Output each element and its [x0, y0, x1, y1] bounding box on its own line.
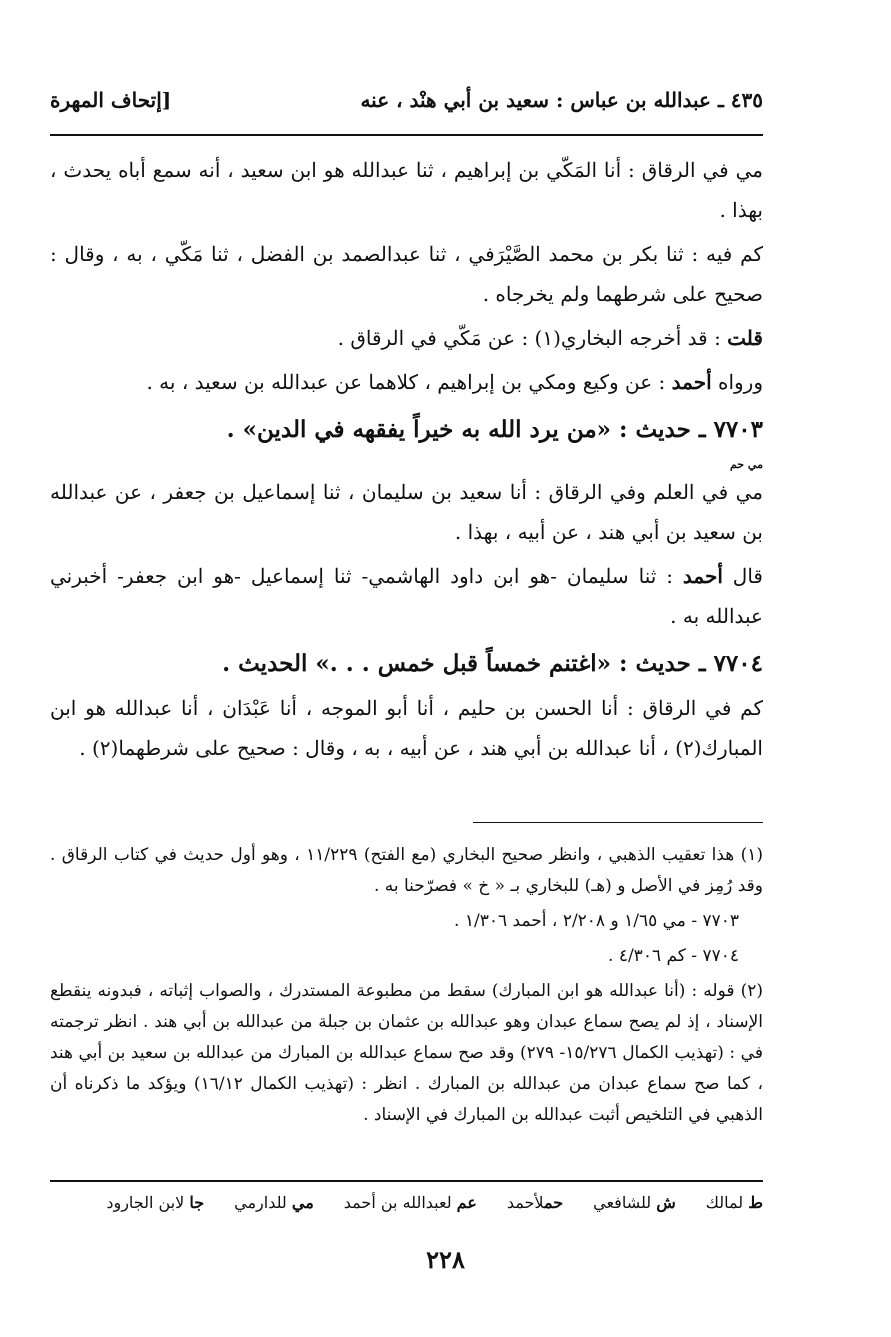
- paragraph: كم في الرقاق : أنا الحسن بن حليم ، أنا أبو الموجه ، أنا عَبْدَان ، أنا عبدالله هو ابن المبارك(٢) ، أنا عبدالله بن أبي هند ، عن أبيه ، به ، وقال : صحيح على شرطهما(٢) .: [50, 696, 763, 760]
- paragraph-text: : قد أخرجه البخاري(١) : عن مَكّي في الرقاق .: [337, 326, 728, 350]
- main-text: [50, 150, 763, 772]
- paragraph: كم فيه : ثنا بكر بن محمد الصَّيْرَفي ، ثنا عبدالصمد بن الفضل ، ثنا مَكّي ، به ، وقال : صحيح على شرطهما ولم يخرجاه .: [50, 242, 763, 306]
- abbreviation-legend: [50, 1193, 763, 1212]
- hadith-heading: ٧٧٠٣ ـ حديث : «من يرد الله به خيراً يفقهه في الدين» .: [226, 416, 763, 443]
- paragraph: [50, 454, 763, 472]
- paragraph-text: : عن وكيع ومكي بن إبراهيم ، كلاهما عن عبدالله بن سعيد ، به .: [146, 370, 672, 394]
- page-header: [50, 88, 763, 128]
- legend-label: لمالك: [705, 1193, 749, 1212]
- paragraph: مي في الرقاق : أنا المَكّي بن إبراهيم ، ثنا عبدالله هو ابن سعيد ، أنه سمع أباه يحدث ، بهذا .: [50, 158, 763, 222]
- footnote: ٧٧٠٣ - مي ١/٦٥ و ٢/٢٠٨ ، أحمد ١/٣٠٦ .: [454, 911, 739, 931]
- legend-label: للشافعي: [593, 1193, 657, 1212]
- legend-item: [593, 1193, 676, 1212]
- footnotes: [50, 840, 763, 1135]
- footnote: (١) هذا تعقيب الذهبي ، وانظر صحيح البخاري (مع الفتح) ١١/٢٢٩ ، وهو أول حديث في كتاب الرقاق . وقد رُمِز في الأصل و (هـ) للبخاري بـ « خ » فصرّحنا به .: [50, 845, 764, 896]
- legend-label: للدارمي: [234, 1193, 292, 1212]
- legend-abbr: عم: [456, 1193, 477, 1212]
- paragraph-lead: ورواه: [711, 370, 763, 394]
- paragraph-lead: قال: [722, 564, 763, 588]
- page-number: ٢٢٨: [426, 1245, 465, 1274]
- legend-item: [507, 1193, 563, 1212]
- legend-label: لابن الجارود: [106, 1193, 190, 1212]
- legend-abbr: ش: [656, 1193, 676, 1212]
- legend-rule: [50, 1180, 763, 1182]
- narrator-name: أحمد: [682, 564, 723, 588]
- legend-abbr: جا: [189, 1193, 205, 1212]
- paragraph-text: : ثنا سليمان -هو ابن داود الهاشمي- ثنا إسماعيل -هو ابن جعفر- أخبرني عبدالله به .: [50, 564, 763, 628]
- paragraph: [50, 362, 763, 402]
- hadith-heading: ٧٧٠٤ ـ حديث : «اغتنم خمساً قبل خمس . . .» الحديث .: [222, 650, 763, 677]
- legend-item: [344, 1193, 477, 1212]
- legend-label: لعبدالله بن أحمد: [343, 1193, 457, 1212]
- footnote-rule: [473, 822, 763, 823]
- legend-abbr: مي: [291, 1193, 314, 1212]
- paragraph-lead: قلت: [727, 326, 763, 350]
- legend-abbr: ط: [748, 1193, 763, 1212]
- paragraph: [50, 318, 763, 358]
- footnote: (٢) قوله : (أنا عبدالله هو ابن المبارك) سقط من مطبوعة المستدرك ، والصواب إثباته ، فبدونه ينقطع الإسناد ، إذ لم يصح سماع عبدان وهو عبدالله بن عثمان بن جبلة من عبدالله بن أبي هند . انظر ترجمته في : (تهذيب الكمال ١٥/٢٧٦- ٢٧٩) وقد صح سماع عبدالله بن المبارك من عبدالله بن سعيد بن أبي هند ، كما صح سماع عبدان من عبدالله بن المبارك . انظر : (تهذيب الكمال ١٦/١٢) ويؤكد ما ذكرناه أن الذهبي في التلخيص أثبت عبدالله بن المبارك في الإسناد .: [50, 981, 764, 1125]
- narrator-name: أحمد: [671, 370, 712, 394]
- paragraph: مي في العلم وفي الرقاق : أنا سعيد بن سليمان ، ثنا إسماعيل بن جعفر ، عن عبدالله بن سعيد بن أبي هند ، عن أبيه ، بهذا .: [50, 480, 763, 544]
- legend-item: [234, 1193, 314, 1212]
- book-title: [إتحاف المهرة: [50, 88, 172, 112]
- chapter-title: ٤٣٥ ـ عبدالله بن عباس : سعيد بن أبي هنْد ، عنه: [360, 88, 763, 112]
- footnote: ٧٧٠٤ - كم ٤/٣٠٦ .: [608, 946, 739, 966]
- legend-abbr: حم: [543, 1193, 564, 1212]
- header-rule: [50, 134, 763, 136]
- legend-label: لأحمد: [506, 1193, 544, 1212]
- paragraph: [50, 556, 763, 636]
- legend-item: [706, 1193, 763, 1212]
- source-tag: مي حم: [729, 458, 763, 471]
- legend-item: [106, 1193, 204, 1212]
